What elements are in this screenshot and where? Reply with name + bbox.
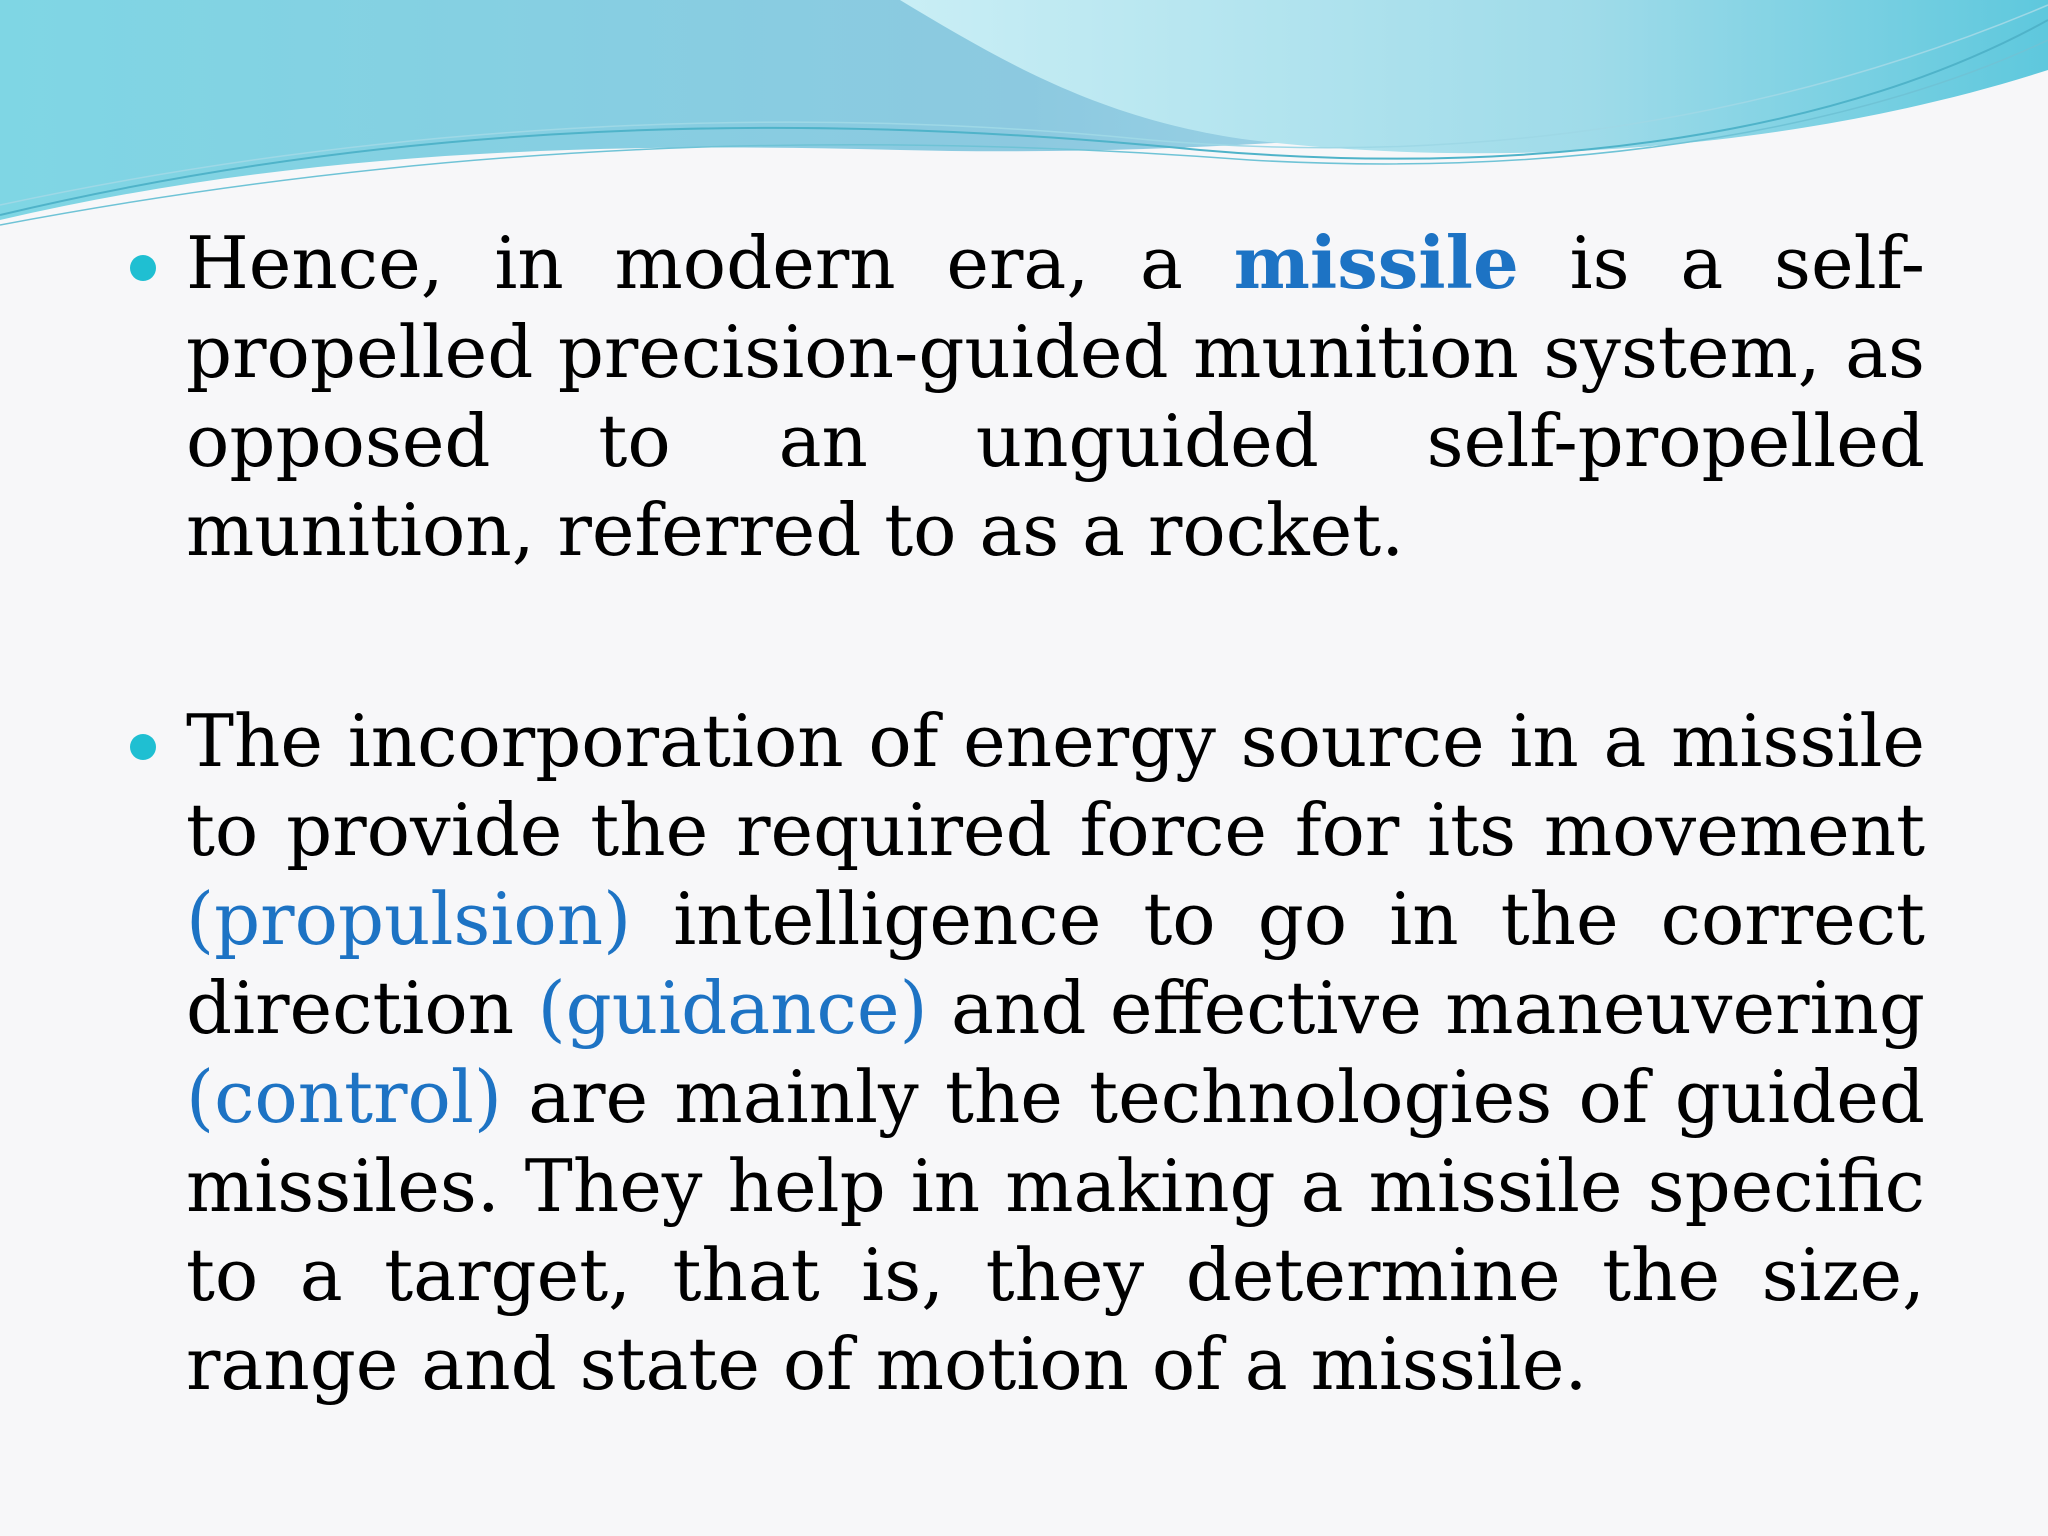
bullet-dot-icon <box>130 734 156 760</box>
text-segment: is a self-propelled precision-guided munition system, as opposed to an unguided self-propelled munition, referred to as a rocket. <box>186 221 1926 572</box>
text-segment: The incorporation of energy source in a missile to provide the required force for its movement <box>186 699 1925 872</box>
text-segment: Hence, in modern era, a <box>186 221 1234 305</box>
text-segment: are mainly the technologies of guided missiles. They help in making a missile specific to a target, that is, they determine the size, range and state of motion of a missile. <box>186 1055 1925 1406</box>
keyword-control: (control) <box>186 1055 502 1139</box>
keyword-propulsion: (propulsion) <box>186 877 632 961</box>
decorative-wave-header <box>0 0 2048 240</box>
bullet-item-missile-technologies <box>130 697 1925 1409</box>
text-segment: intelligence to go in the correct direction <box>186 877 1925 1050</box>
keyword-guidance: (guidance) <box>537 966 928 1050</box>
keyword-missile: missile <box>1233 220 1519 305</box>
text-segment: and effective maneuvering <box>927 966 1925 1050</box>
slide-content <box>130 218 1925 1409</box>
bullet-dot-icon <box>130 255 156 281</box>
bullet-item-missile-definition <box>130 218 1925 575</box>
